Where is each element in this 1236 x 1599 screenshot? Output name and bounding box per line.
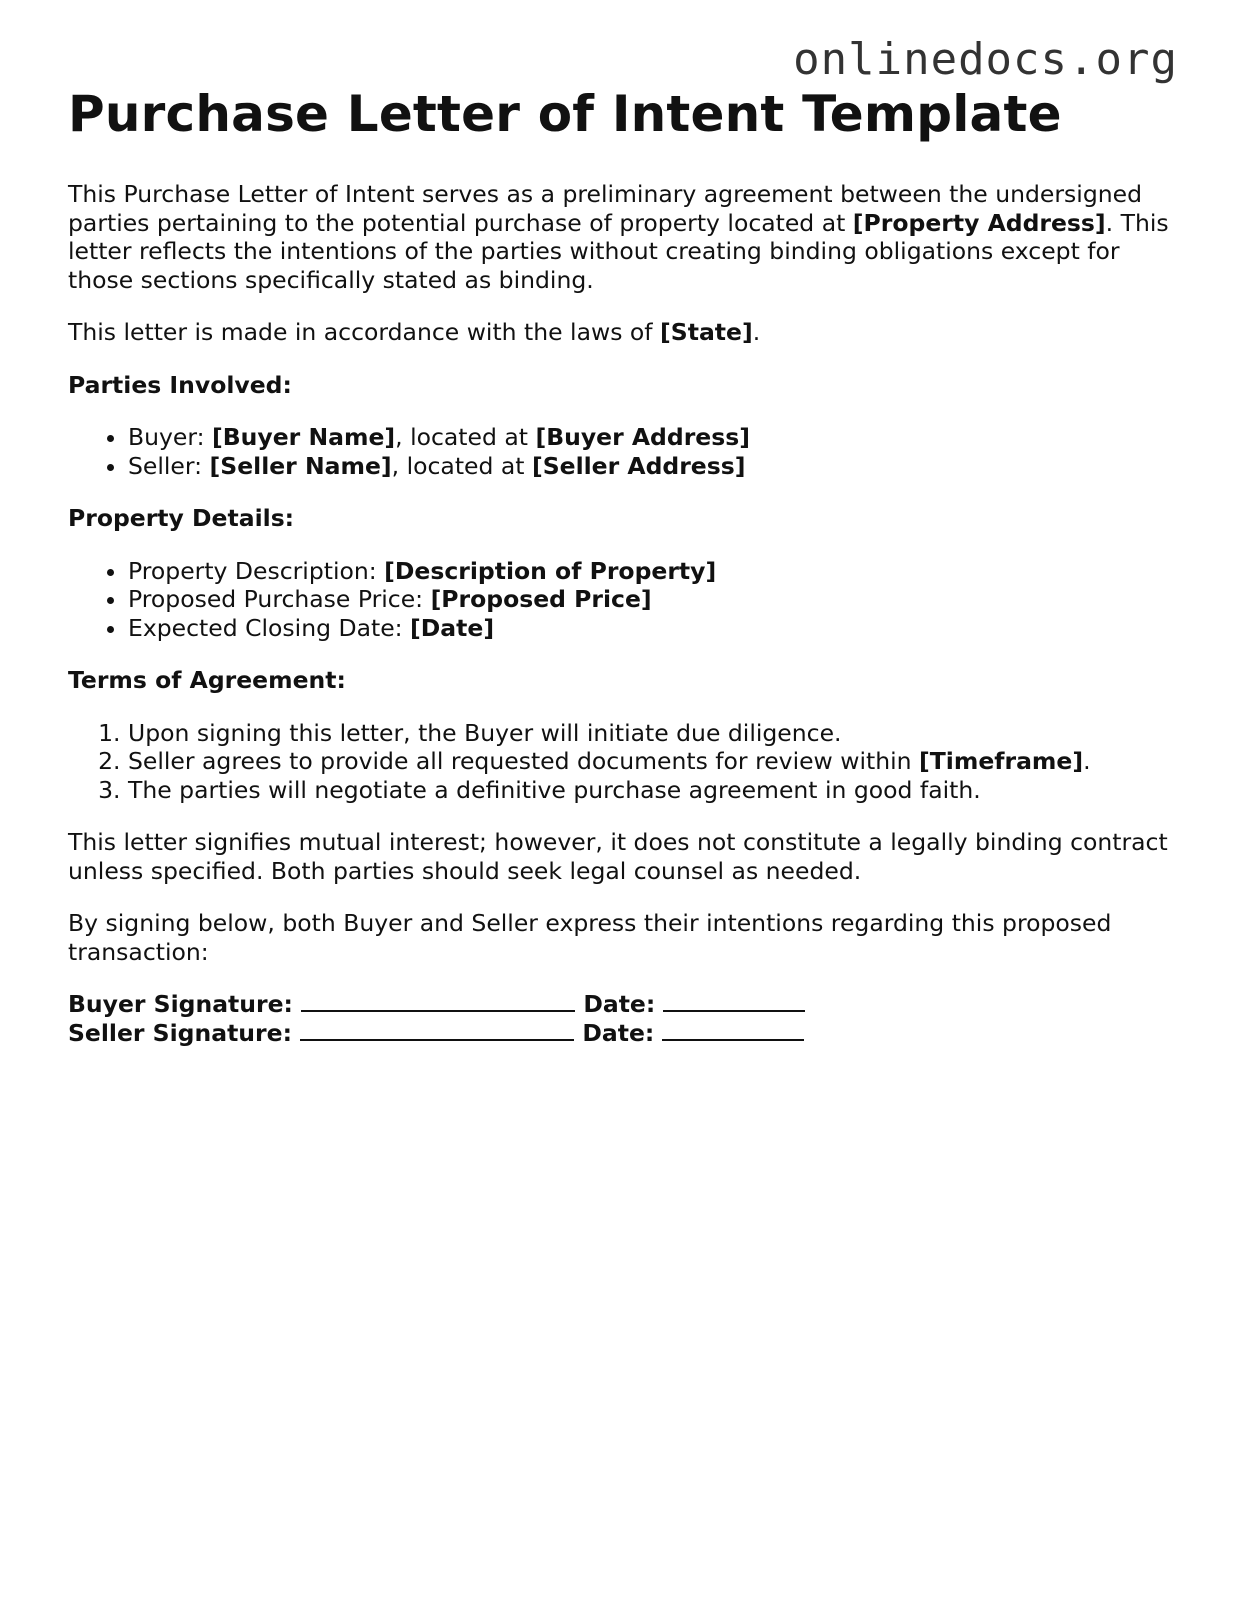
property-item-value: [Proposed Price] (430, 585, 652, 613)
intro-text-1: This Purchase Letter of Intent serves as a preliminary agreement between the undersigned parties pertaining to the potential purchase of property located at (68, 180, 1143, 237)
buyer-signature-line[interactable] (301, 990, 575, 1012)
timeframe-placeholder: [Timeframe] (919, 747, 1084, 775)
seller-date-label: Date: (582, 1018, 655, 1047)
seller-date-line[interactable] (662, 1019, 804, 1041)
property-item (128, 614, 1178, 643)
law-prefix: This letter is made in accordance with the laws of (68, 318, 661, 346)
terms-heading: Terms of Agreement: (68, 666, 346, 694)
seller-signature-row (68, 1019, 1178, 1048)
property-item-value: [Description of Property] (384, 556, 717, 585)
property-list (68, 557, 1178, 643)
property-item-value: [Date] (410, 613, 495, 642)
document-page (68, 84, 1178, 1047)
disclaimer-paragraph: This letter signifies mutual interest; however, it does not constitute a legally binding contract unless specified. Both parties should seek legal counsel as needed. (68, 828, 1168, 885)
seller-name-placeholder: [Seller Name] (209, 451, 392, 480)
buyer-date-line[interactable] (663, 990, 805, 1012)
law-suffix: . (752, 318, 761, 346)
property-item-label: Expected Closing Date: (128, 613, 411, 642)
parties-heading: Parties Involved: (68, 370, 292, 399)
seller-address-placeholder: [Seller Address] (531, 451, 746, 480)
property-item (128, 557, 1178, 586)
intro-text-2: . This letter reflects the intentions of the parties without creating binding obligations except for those sections specifically stated as binding. (68, 208, 1169, 294)
property-address-placeholder: [Property Address] (852, 208, 1106, 237)
property-item-label: Property Description: (128, 556, 385, 585)
buyer-signature-row (68, 990, 1178, 1019)
property-heading: Property Details: (68, 504, 295, 532)
governing-law-paragraph (68, 318, 1178, 347)
buyer-mid: , located at (395, 423, 536, 451)
buyer-label: Buyer: (128, 423, 213, 451)
seller-item (128, 452, 1178, 481)
seller-signature-label: Seller Signature: (68, 1018, 292, 1047)
buyer-name-placeholder: [Buyer Name] (212, 423, 396, 451)
watermark: onlinedocs.org (793, 34, 1178, 85)
intro-paragraph (68, 180, 1178, 294)
closing-paragraph: By signing below, both Buyer and Seller express their intentions regarding this proposed transaction: (68, 909, 1112, 966)
term-item (128, 747, 1178, 776)
terms-list (68, 719, 1178, 805)
state-placeholder: [State] (660, 318, 753, 346)
seller-label: Seller: (128, 451, 210, 480)
seller-signature-line[interactable] (300, 1019, 574, 1041)
buyer-signature-label: Buyer Signature: (68, 990, 293, 1018)
seller-mid: , located at (391, 451, 532, 480)
property-item-label: Proposed Purchase Price: (128, 585, 431, 613)
term-item: 1. Upon signing this letter, the Buyer will initiate due diligence. (128, 719, 1178, 748)
parties-list (68, 423, 1178, 480)
buyer-date-label: Date: (583, 990, 656, 1018)
term-2-suffix: . (1083, 747, 1091, 775)
buyer-address-placeholder: [Buyer Address] (535, 423, 750, 451)
term-item: 3. The parties will negotiate a definitive purchase agreement in good faith. (128, 776, 1178, 805)
buyer-item (128, 423, 1178, 452)
term-2-prefix: Seller agrees to provide all requested documents for review within (128, 747, 920, 775)
property-item (128, 585, 1178, 614)
page-title: Purchase Letter of Intent Template (68, 85, 1062, 143)
